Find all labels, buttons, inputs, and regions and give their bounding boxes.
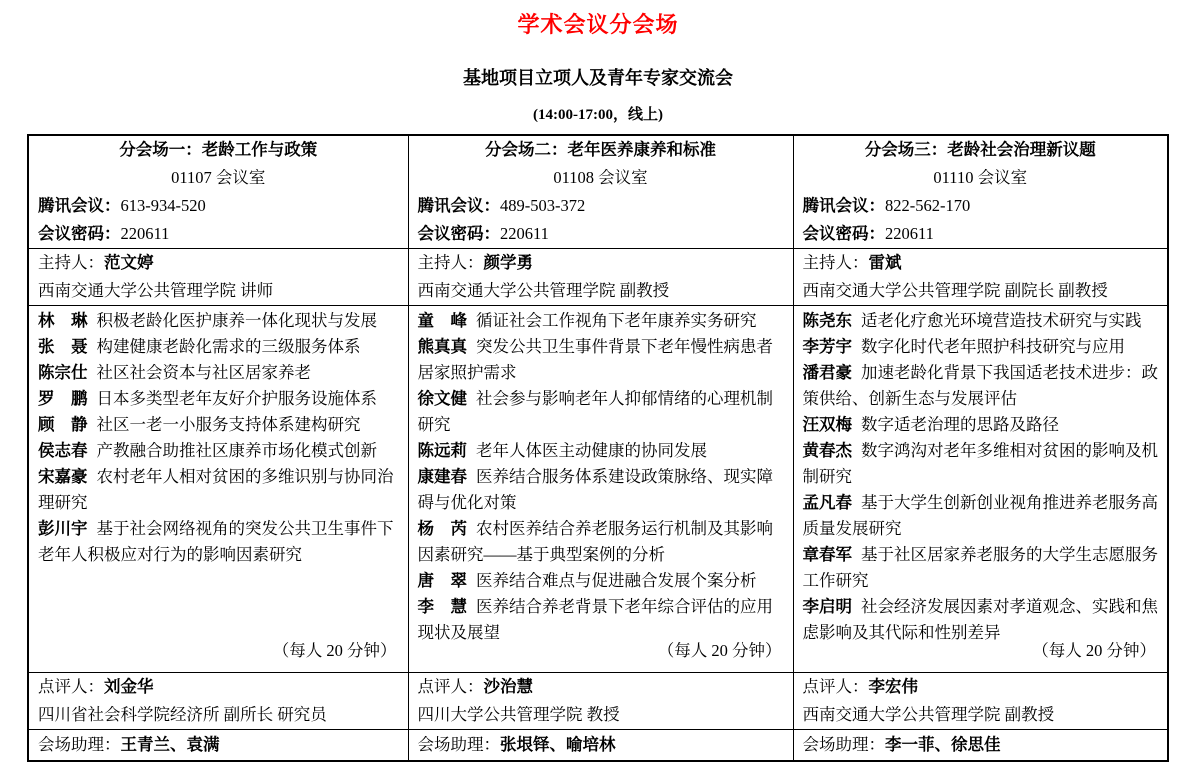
host-name: 颜学勇 [483,253,533,272]
meeting-id-value: 489-503-372 [500,196,586,215]
presenter-name: 潘君豪 [802,363,852,382]
presentation-item [418,568,784,594]
presentation-title: 农村医养结合养老服务运行机制及其影响因素研究——基于典型案例的分析 [417,519,773,564]
commentator-affiliation: 四川大学公共管理学院 教授 [417,705,620,724]
presenter-name: 康建春 [417,467,467,486]
host-name: 范文婷 [104,253,154,272]
page-title: 学术会议分会场 [517,12,679,37]
session-3-assistant-cell [793,730,1168,762]
presenter-name: 童 峰 [417,311,467,330]
presentation-item [38,334,399,360]
presentation-title: 社区社会资本与社区居家养老 [96,363,311,382]
presentation-title: 基于社区居家养老服务的大学生志愿服务工作研究 [802,545,1158,590]
per-person-note: （每人 20 分钟） [1032,641,1156,660]
commentator-row [28,673,1168,730]
session-3-meeting-id [803,192,1159,220]
host-affiliation: 西南交通大学公共管理学院 副院长 副教授 [802,281,1108,300]
presenter-name: 唐 翠 [417,571,467,590]
meeting-password-label: 会议密码： [417,224,500,243]
session-2-meeting-id [418,192,784,220]
session-3-room: 01110 会议室 [933,168,1028,187]
presentation-title: 社区一老一小服务支持体系建构研究 [96,415,361,434]
commentator-affiliation: 四川省社会科学院经济所 副所长 研究员 [38,705,327,724]
presenter-name: 徐文健 [417,389,467,408]
page-subtitle: 基地项目立项人及青年专家交流会 [463,68,733,88]
session-2-host-cell [408,249,793,306]
presentation-title: 社会经济发展因素对孝道观念、实践和焦虑影响及其代际和性别差异 [802,597,1158,642]
session-1-password [38,220,399,248]
presentation-item [418,308,784,334]
password-value: 220611 [500,224,549,243]
host-line [803,249,1159,277]
session-3-presentations-cell [793,306,1168,673]
presentation-title: 突发公共卫生事件背景下老年慢性病患者居家照护需求 [417,337,773,382]
presenter-name: 李 慧 [417,597,467,616]
password-value: 220611 [120,224,170,243]
session-3-title: 分会场三：老龄社会治理新议题 [864,140,1096,159]
session-1-presentations-cell [28,306,408,673]
session-1-assistant-cell [28,730,408,762]
presenter-name: 熊真真 [417,337,467,356]
commentator-name: 李宏伟 [868,677,918,696]
presentation-title: 循证社会工作视角下老年康养实务研究 [476,311,757,330]
presenter-name: 罗 鹏 [38,389,88,408]
assistant-label: 会场助理： [417,735,500,754]
session-2-header-cell [408,135,793,249]
presentation-item [418,386,784,438]
presentation-item [803,412,1159,438]
presentation-title: 医养结合难点与促进融合发展个案分析 [476,571,757,590]
presentation-title: 农村老年人相对贫困的多维识别与协同治理研究 [38,467,394,512]
commentator-line [38,673,399,701]
presenter-name: 杨 芮 [417,519,467,538]
presentation-item [418,516,784,568]
presentation-item [418,464,784,516]
presenter-name: 宋嘉豪 [38,467,88,486]
presentation-title: 适老化疗愈光环境营造技术研究与实践 [861,311,1142,330]
assistant-row [28,730,1168,762]
tencent-meeting-label: 腾讯会议： [802,196,885,215]
presentation-title: 加速老龄化背景下我国适老技术进步：政策供给、创新生态与发展评估 [802,363,1158,408]
session-1-host-cell [28,249,408,306]
host-row [28,249,1168,306]
assistant-label: 会场助理： [802,735,885,754]
assistant-names: 王青兰、袁满 [120,735,220,754]
presenter-name: 陈远莉 [417,441,467,460]
per-person-note: （每人 20 分钟） [657,641,782,660]
presentation-item [38,412,399,438]
presentation-item [38,516,399,568]
presentation-item [803,490,1159,542]
meeting-id-value: 822-562-170 [885,196,971,215]
presenter-name: 陈尧东 [802,311,852,330]
session-2-presentations-cell [408,306,793,673]
session-2-room: 01108 会议室 [553,168,648,187]
presenter-name: 黄春杰 [802,441,852,460]
meeting-password-label: 会议密码： [38,224,121,243]
presentation-list [803,308,1159,646]
host-label: 主持人： [38,253,104,272]
presentation-title: 老年人体医主动健康的协同发展 [476,441,707,460]
commentator-affiliation: 西南交通大学公共管理学院 副教授 [802,705,1055,724]
presenter-name: 彭川宇 [38,519,88,538]
presenter-name: 侯志春 [38,441,88,460]
presenter-name: 张 聂 [38,337,88,356]
presenter-name: 孟凡春 [802,493,852,512]
session-2-assistant-cell [408,730,793,762]
session-1-meeting-id [38,192,399,220]
presenter-name: 顾 静 [38,415,88,434]
session-1-commentator-cell [28,673,408,730]
session-1-header-cell [28,135,408,249]
presentation-title: 数字适老治理的思路及路径 [861,415,1059,434]
presentations-row [28,306,1168,673]
presentation-title: 医养结合服务体系建设政策脉络、现实障碍与优化对策 [417,467,773,512]
commentator-name: 沙治慧 [483,677,533,696]
commentator-line [803,673,1159,701]
presenter-name: 章春军 [802,545,852,564]
presentation-item [418,438,784,464]
presentation-item [418,334,784,386]
presenter-name: 李启明 [802,597,852,616]
meeting-id-value: 613-934-520 [120,196,206,215]
presentation-title: 数字化时代老年照护科技研究与应用 [861,337,1125,356]
conference-schedule-document [0,8,1196,762]
host-line [418,249,784,277]
presentation-title: 基于大学生创新创业视角推进养老服务高质量发展研究 [802,493,1158,538]
presentation-item [803,542,1159,594]
presentation-item [803,438,1159,490]
host-name: 雷斌 [868,253,902,272]
host-label: 主持人： [802,253,869,272]
presentation-item [38,360,399,386]
commentator-label: 点评人： [802,677,869,696]
presenter-name: 林 琳 [38,311,88,330]
commentator-name: 刘金华 [104,677,154,696]
presentation-item [38,438,399,464]
presentation-title: 构建健康老龄化需求的三级服务体系 [96,337,361,356]
presentation-item [38,308,399,334]
session-1-title: 分会场一：老龄工作与政策 [119,140,318,159]
host-affiliation: 西南交通大学公共管理学院 讲师 [38,281,274,300]
presentation-title: 数字鸿沟对老年多维相对贫困的影响及机制研究 [802,441,1158,486]
time-note: (14:00-17:00，线上) [533,107,663,123]
assistant-label: 会场助理： [38,735,121,754]
presentation-list [418,308,784,646]
presentation-item [803,308,1159,334]
session-2-title: 分会场二：老年医养康养和标准 [485,140,716,159]
presentation-list [38,308,399,568]
session-3-header-cell [793,135,1168,249]
presentation-item [803,360,1159,412]
session-header-row [28,135,1168,249]
session-2-commentator-cell [408,673,793,730]
presentation-title: 产教融合助推社区康养市场化模式创新 [96,441,377,460]
tencent-meeting-label: 腾讯会议： [417,196,500,215]
assistant-names: 李一菲、徐思佳 [885,735,1001,754]
per-person-note: （每人 20 分钟） [272,641,397,660]
presentation-item [38,464,399,516]
presentation-title: 积极老龄化医护康养一体化现状与发展 [96,311,377,330]
presentation-title: 基于社会网络视角的突发公共卫生事件下老年人积极应对行为的影响因素研究 [38,519,394,564]
presentation-item [38,386,399,412]
meeting-password-label: 会议密码： [802,224,885,243]
assistant-names: 张垠铎、喻培林 [500,735,616,754]
presentation-title: 医养结合养老背景下老年综合评估的应用现状及展望 [417,597,773,642]
presenter-name: 汪双梅 [802,415,852,434]
presentation-title: 社会参与影响老年人抑郁情绪的心理机制研究 [417,389,773,434]
presentation-item [803,334,1159,360]
tencent-meeting-label: 腾讯会议： [38,196,121,215]
host-label: 主持人： [417,253,484,272]
host-affiliation: 西南交通大学公共管理学院 副教授 [417,281,670,300]
host-line [38,249,399,277]
commentator-line [418,673,784,701]
presenter-name: 陈宗仕 [38,363,88,382]
session-3-commentator-cell [793,673,1168,730]
sessions-table [27,134,1169,762]
password-value: 220611 [885,224,934,243]
session-3-host-cell [793,249,1168,306]
presenter-name: 李芳宇 [802,337,852,356]
session-2-password [418,220,784,248]
presentation-title: 日本多类型老年友好介护服务设施体系 [96,389,377,408]
commentator-label: 点评人： [417,677,484,696]
commentator-label: 点评人： [38,677,104,696]
session-3-password [803,220,1159,248]
session-1-room: 01107 会议室 [171,168,266,187]
